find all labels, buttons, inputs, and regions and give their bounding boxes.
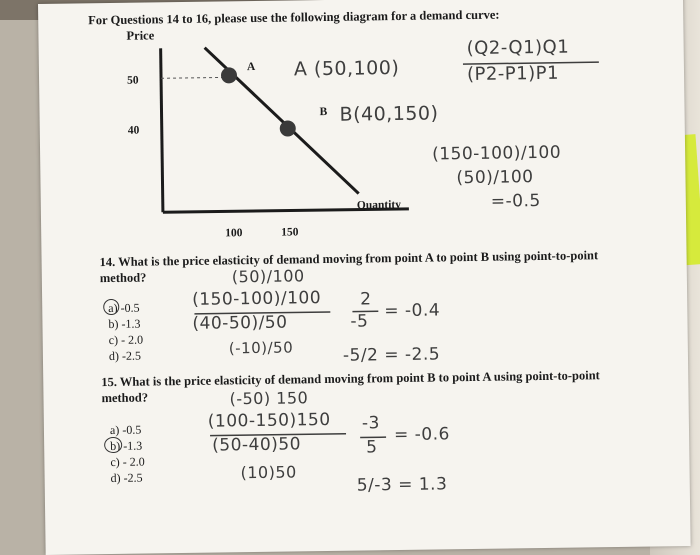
q14-hand-num: (150-100)/100: [192, 288, 322, 310]
y-axis: [161, 48, 163, 212]
x-axis-label: Quantity: [356, 198, 402, 212]
q15-hand-bottom: (10)50: [240, 462, 297, 483]
instruction-text: For Questions 14 to 16, please use the following diagram for a demand curve:: [88, 7, 500, 28]
q15-frac-den: 5: [366, 437, 378, 458]
hand-work-line1: (150-100)/100: [432, 142, 562, 165]
point-a-label: A: [246, 60, 256, 74]
q15-hand-result2: 5/-3 = 1.3: [356, 474, 448, 496]
hand-a-coords: A (50,100): [293, 56, 400, 81]
q14-frac-result: = -0.4: [384, 300, 441, 322]
dashed-guide-50: [161, 77, 227, 78]
q15-hand-den: (50-40)50: [212, 434, 302, 456]
q14-hand-den: (40-50)/50: [192, 312, 288, 334]
q15-hand-top: (-50) 150: [229, 388, 309, 409]
x-tick-150: 150: [281, 226, 299, 239]
q15-text-line2: method?: [101, 390, 149, 406]
q15-frac-result: = -0.6: [393, 424, 451, 446]
q15-frac-num: -3: [361, 413, 380, 434]
q15-option-c: c) - 2.0: [110, 454, 145, 470]
worksheet-paper: [38, 0, 691, 555]
q15-option-d: d) -2.5: [110, 470, 143, 486]
q14-frac-num: 2: [360, 289, 372, 310]
q14-selected-circle: [103, 299, 119, 315]
y-axis-label: Price: [126, 28, 155, 43]
q15-text-line1: 15. What is the price elasticity of demand moving from point B to point A using point-to-point: [101, 368, 600, 390]
hand-formula-bottom: (P2-P1)P1: [466, 62, 560, 86]
point-b-label: B: [319, 105, 328, 119]
point-a: [221, 67, 237, 83]
q14-hand-bottom: (-10)/50: [228, 338, 294, 358]
q15-option-b: b) -1.3: [110, 438, 143, 454]
x-tick-100: 100: [225, 227, 243, 240]
y-tick-50: 50: [126, 74, 139, 87]
q14-option-d: d) -2.5: [108, 348, 142, 364]
q14-option-b: b) -1.3: [108, 316, 141, 332]
q14-frac-den: -5: [350, 311, 369, 332]
q14-option-a: a) -0.5: [108, 300, 140, 316]
q14-text-line1: 14. What is the price elasticity of demand moving from point A to point B using point-to-point: [99, 248, 599, 270]
q14-text-line2: method?: [99, 270, 147, 286]
y-tick-40: 40: [127, 124, 140, 137]
q15-option-a: a) -0.5: [109, 422, 142, 438]
q14-option-c: c) - 2.0: [108, 332, 144, 348]
q14-hand-result2: -5/2 = -2.5: [342, 344, 441, 366]
q15-hand-num: (100-150)150: [207, 409, 331, 432]
hand-formula-top: (Q2-Q1)Q1: [466, 36, 570, 60]
hand-work-result: =-0.5: [490, 191, 541, 212]
q14-hand-top: (50)/100: [231, 266, 305, 287]
hand-b-coords: B(40,150): [339, 102, 439, 126]
hand-work-line2: (50)/100: [456, 167, 534, 189]
